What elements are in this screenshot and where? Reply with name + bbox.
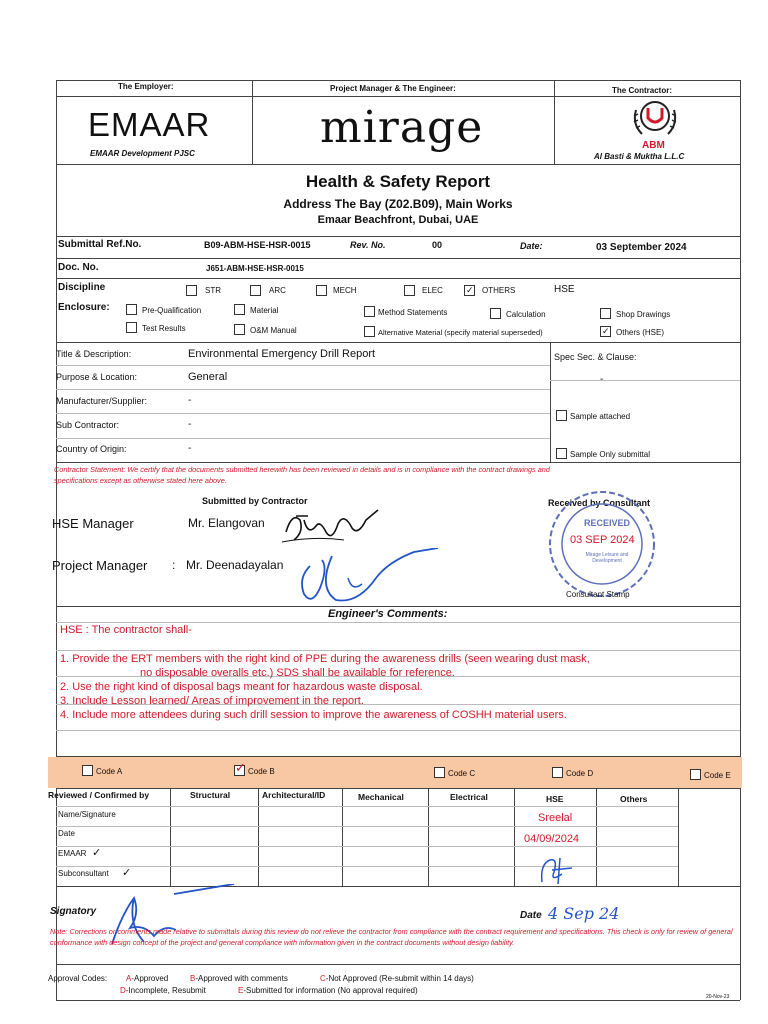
project-manager-signature-icon — [288, 548, 448, 608]
submittal-ref-value: B09-ABM-HSE-HSR-0015 — [204, 240, 311, 250]
enclosure-prequal-label: Pre-Qualification — [142, 306, 202, 315]
enclosure-prequal-checkbox[interactable] — [126, 304, 137, 315]
discipline-mech-label: MECH — [333, 286, 357, 295]
report-title: Health & Safety Report — [305, 172, 491, 191]
enclosure-others-label: Others (HSE) — [616, 328, 665, 337]
review-header-reviewed: Reviewed / Confirmed by — [48, 790, 150, 800]
enclosure-shopdrawings-label: Shop Drawings — [616, 310, 671, 319]
signatory-date-value: 4 Sep 24 — [548, 904, 620, 923]
abm-emblem-icon — [630, 100, 680, 144]
enclosure-material-label: Material — [250, 306, 279, 315]
employer-label: The Employer: — [118, 82, 174, 91]
engineer-comment-2: 2. Use the right kind of disposal bags meant for hazardous waste disposal. — [60, 681, 423, 693]
mirage-logo: mirage — [320, 102, 484, 153]
subcontractor-label: Sub Contractor: — [56, 420, 120, 430]
enclosure-testresults-label: Test Results — [142, 324, 186, 333]
received-by-label: Received by Consultant — [548, 498, 651, 508]
enclosure-om-checkbox[interactable] — [234, 324, 245, 335]
review-row-emaar: EMAAR — [58, 849, 87, 858]
engineer-comment-intro: HSE : The contractor shall- — [60, 624, 192, 636]
spec-clause-value: - — [600, 374, 604, 385]
country-label: Country of Origin: — [56, 444, 127, 454]
approval-codes-label: Approval Codes: — [48, 974, 108, 983]
stamp-small-text: Mirage Leisure and Development — [585, 552, 629, 564]
report-subtitle-2: Emaar Beachfront, Dubai, UAE — [317, 214, 479, 226]
spec-clause-label: Spec Sec. & Clause: — [554, 352, 637, 362]
purpose-label: Purpose & Location: — [56, 372, 138, 382]
sample-attached-label: Sample attached — [570, 412, 631, 421]
enclosure-material-checkbox[interactable] — [234, 304, 245, 315]
enclosure-method-checkbox[interactable] — [364, 306, 375, 317]
emaar-check-icon: ✓ — [92, 847, 102, 859]
enclosure-shopdrawings-checkbox[interactable] — [600, 308, 611, 319]
code-a-checkbox[interactable] — [82, 765, 93, 776]
hse-manager-name: Mr. Elangovan — [188, 516, 265, 530]
enclosure-om-label: O&M Manual — [250, 326, 297, 335]
rev-label: Rev. No. — [350, 240, 386, 250]
pm-label: Project Manager & The Engineer: — [330, 84, 456, 93]
code-d-label: Code D — [566, 769, 594, 778]
hse-manager-role: HSE Manager — [52, 516, 134, 531]
emaar-logo: EMAAR — [88, 106, 211, 143]
hse-reviewer-name: Sreelal — [538, 812, 573, 824]
approval-code-e: E-Submitted for information (No approval required) — [238, 986, 418, 995]
project-manager-role: Project Manager — [52, 558, 148, 573]
engineer-comment-1b: no disposable overalls etc.) SDS shall be available for reference. — [140, 667, 455, 679]
title-description-label: Title & Description: — [56, 349, 132, 359]
hse-review-date: 04/09/2024 — [524, 833, 580, 845]
signatory-label: Signatory — [50, 906, 97, 917]
enclosure-calculation-checkbox[interactable] — [490, 308, 501, 319]
code-b-checkbox[interactable] — [234, 760, 246, 776]
discipline-str-label: STR — [205, 286, 221, 295]
country-value: - — [188, 443, 192, 454]
stamp-date: 03 SEP 2024 — [570, 534, 635, 546]
discipline-elec-checkbox[interactable] — [404, 285, 415, 296]
review-row-name: Name/Signature — [58, 810, 116, 819]
code-e-checkbox[interactable] — [690, 769, 701, 780]
sample-attached-checkbox[interactable] — [556, 410, 567, 421]
enclosure-method-label: Method Statements — [378, 308, 448, 317]
submitted-by-heading: Submitted by Contractor — [202, 496, 308, 506]
check-mark-icon: ✓ — [466, 285, 474, 295]
discipline-other-value: HSE — [554, 284, 575, 295]
review-header-electrical: Electrical — [450, 792, 488, 802]
contractor-statement-line2: specifications except as otherwise stated here above. — [54, 476, 227, 485]
review-header-architectural: Architectural/ID — [262, 790, 326, 800]
enclosure-label: Enclosure: — [58, 302, 110, 313]
report-subtitle-1: Address The Bay (Z02.B09), Main Works — [283, 197, 513, 211]
approval-code-c: C-Not Approved (Re-submit within 14 days) — [320, 974, 474, 983]
check-mark-icon: ✓ — [602, 326, 610, 336]
date-label: Date: — [520, 241, 543, 251]
code-b-label: Code B — [248, 767, 275, 776]
sample-only-label: Sample Only submittal — [570, 450, 651, 459]
frame-top — [56, 80, 740, 81]
discipline-str-checkbox[interactable] — [186, 285, 197, 296]
discipline-arc-checkbox[interactable] — [250, 285, 261, 296]
engineer-comment-1a: 1. Provide the ERT members with the right kind of PPE during the awareness drills (seen wearing dust mask, — [60, 653, 590, 665]
doc-no-label: Doc. No. — [58, 262, 99, 273]
form-revision-date: 20-Nov-23 — [706, 994, 730, 1000]
engineer-comment-4: 4. Include more attendees during such drill session to improve the awareness of COSHH material users. — [60, 709, 567, 721]
signatory-date-label: Date — [520, 910, 542, 921]
discipline-label: Discipline — [58, 282, 106, 293]
enclosure-testresults-checkbox[interactable] — [126, 322, 137, 333]
code-c-label: Code C — [448, 769, 476, 778]
code-a-label: Code A — [96, 767, 123, 776]
contractor-label: The Contractor: — [612, 86, 672, 95]
sample-only-checkbox[interactable] — [556, 448, 567, 459]
doc-no-value: J651-ABM-HSE-HSR-0015 — [206, 264, 304, 273]
contractor-statement-line1: Contractor Statement: We certify that the documents submitted herewith has been reviewed in details and is in compliance with the contract drawings and — [54, 465, 550, 474]
submittal-ref-label: Submittal Ref.No. — [58, 239, 142, 250]
project-manager-name: Mr. Deenadayalan — [186, 558, 284, 572]
discipline-mech-checkbox[interactable] — [316, 285, 327, 296]
hse-manager-signature-icon — [274, 502, 384, 548]
review-header-hse: HSE — [546, 794, 564, 804]
stamp-received-word: RECEIVED — [584, 518, 631, 528]
review-header-mechanical: Mechanical — [358, 792, 404, 802]
project-manager-colon: : — [172, 558, 176, 572]
date-value: 03 September 2024 — [596, 242, 687, 253]
approval-code-a: A-Approved — [126, 974, 169, 983]
engineer-comment-3: 3. Include Lesson learned/ Areas of improvement in the report. — [60, 695, 364, 707]
emaar-subtitle: EMAAR Development PJSC — [90, 149, 195, 158]
review-header-structural: Structural — [190, 790, 231, 800]
approval-code-b: B-Approved with comments — [190, 974, 288, 983]
discipline-elec-label: ELEC — [422, 286, 443, 295]
disclaimer-note: Note: Corrections or comments made relative to submittals during this review do not relieve the contractor from compliance with the contract requirement and specifications. This check is only for review of general conformance with design concept of the project and general compliance with information given in the contract documents without design liability. — [50, 927, 733, 947]
review-row-subconsultant: Subconsultant — [58, 869, 109, 878]
subconsultant-check-icon: ✓ — [122, 867, 132, 879]
discipline-others-checkbox[interactable] — [464, 285, 475, 296]
abm-logo: ABM — [642, 140, 665, 151]
discipline-arc-label: ARC — [269, 286, 286, 295]
enclosure-alternative-checkbox[interactable] — [364, 326, 375, 337]
review-row-date: Date — [58, 829, 75, 838]
discipline-others-label: OTHERS — [482, 286, 516, 295]
code-c-checkbox[interactable] — [434, 767, 445, 778]
abm-subtitle: Al Basti & Muktha L.L.C — [594, 152, 685, 161]
title-description-value: Environmental Emergency Drill Report — [188, 348, 376, 360]
review-header-others: Others — [620, 794, 648, 804]
approval-code-d: D-Incomplete, Resubmit — [120, 986, 206, 995]
consultant-stamp-caption: Consultant Stamp — [566, 590, 630, 599]
rev-value: 00 — [432, 240, 443, 250]
enclosure-others-checkbox[interactable] — [600, 326, 611, 337]
check-mark-icon: ✓ — [235, 760, 246, 775]
manufacturer-value: - — [188, 395, 192, 406]
code-e-label: Code E — [704, 771, 731, 780]
enclosure-alternative-label: Alternative Material (specify material superseded) — [378, 328, 543, 337]
code-d-checkbox[interactable] — [552, 767, 563, 778]
hse-reviewer-signature-icon — [532, 854, 582, 886]
engineer-comments-heading: Engineer's Comments: — [328, 608, 448, 620]
approval-code-band — [48, 757, 742, 788]
frame-bottom — [56, 1000, 740, 1001]
subcontractor-value: - — [188, 419, 192, 430]
enclosure-calculation-label: Calculation — [506, 310, 546, 319]
form-sheet — [48, 78, 742, 1004]
manufacturer-label: Manufacturer/Supplier: — [56, 396, 148, 406]
purpose-value: General — [188, 371, 228, 383]
